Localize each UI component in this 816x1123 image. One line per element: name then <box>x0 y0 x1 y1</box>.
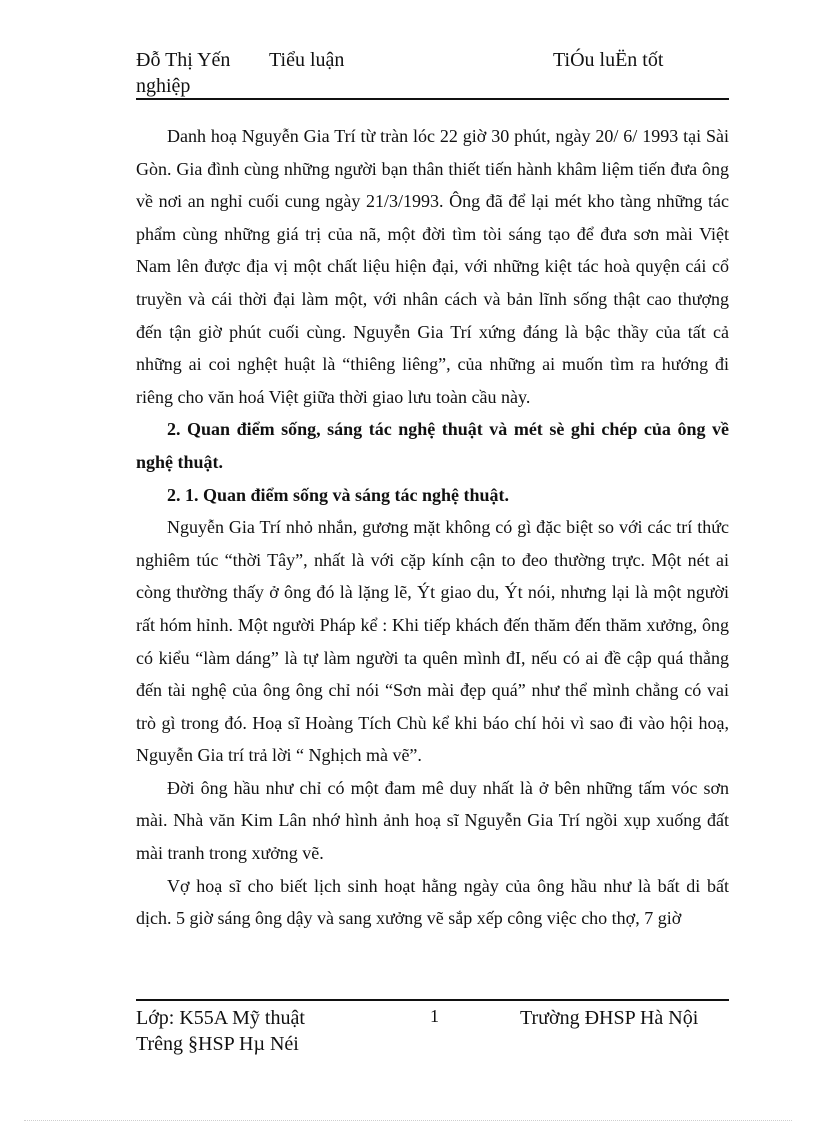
section-heading: 2. Quan điểm sống, sáng tác nghệ thuật và mét sè ghi chép của ông về nghệ thuật. <box>136 419 729 472</box>
footer-school: Trường ĐHSP Hà Nội <box>520 1007 699 1029</box>
footer-class-label: Lớp: K55A Mỹ thuật <box>136 1007 305 1029</box>
footer-divider <box>136 999 729 1001</box>
paragraph-death: Danh hoạ Nguyễn Gia Trí từ tràn lóc 22 giờ 30 phút, ngày 20/ 6/ 1993 tại Sài Gòn. Gia đình cùng những người bạn thân thiết tiến hành khâm liệm tiến đưa ông về nơi an nghỉ cuối cung ngày 21/3/1993. Ông đã để lại mét kho tàng những tác phẩm cùng những giá trị của nã, một đời tìm tòi sáng tạo để đưa sơn mài Việt Nam lên được địa vị một chất liệu hiện đại, với những kiệt tác hoà quyện cái cổ truyền và cái thời đại làm một, với nhân cách và bản lĩnh sống thật cao thượng đến tận giờ phút cuối cùng. Nguyễn Gia Trí xứng đáng là bậc thầy của tất cả những ai coi nghệt huật là “thiêng liêng”, của những ai muốn tìm ra hướng đi riêng cho văn hoá Việt giữa thời giao lưu toàn cầu này. <box>136 126 729 407</box>
header-right-title: TiÓu luËn tốt <box>553 49 664 71</box>
header-divider <box>136 98 729 100</box>
document-body <box>136 120 729 935</box>
page-header <box>136 48 729 98</box>
subsection-heading: 2. 1. Quan điểm sống và sáng tác nghệ thuật. <box>167 484 510 505</box>
paragraph-passion: Đời ông hầu như chỉ có một đam mê duy nhất là ở bên những tấm vóc sơn mài. Nhà văn Kim Lân nhớ hình ảnh hoạ sĩ Nguyễn Gia Trí ngồi xụp xuống đất mài tranh trong xưởng vẽ. <box>136 777 729 864</box>
header-title-continuation: nghiệp <box>136 75 191 97</box>
paragraph-personality: Nguyễn Gia Trí nhỏ nhắn, gương mặt không có gì đặc biệt so với các trí thức nghiêm túc “thời Tây”, nhất là với cặp kính cận to đeo thường trực. Một nét ai còng thường thấy ở ông đó là lặng lẽ, Ýt giao du, Ýt nói, nhưng lại là một người rất hóm hỉnh. Một người Pháp kể : Khi tiếp khách đến thăm đến thăm xưởng, ông có kiểu “làm dáng” là tự làm người ta quên mình đI, nếu có ai đề cập quá thẳng đến tài nghệ của ông ông chỉ nói “Sơn mài đẹp quá” như thể mình chẳng có vai trò gì trong đó. Hoạ sĩ Hoàng Tích Chù kể khi báo chí hỏi vì sao đi vào hội hoạ, Nguyễn Gia trí trả lời “ Nghịch mà vẽ”. <box>136 517 729 766</box>
paragraph-daily-routine: Vợ hoạ sĩ cho biết lịch sinh hoạt hằng ngày của ông hầu như là bất di bất dịch. 5 giờ sáng ông dậy và sang xưởng vẽ sắp xếp công việc cho thợ, 7 giờ <box>136 875 729 929</box>
footer-school-garbled: Trêng §HSP Hµ Néi <box>136 1033 299 1055</box>
page-number: 1 <box>430 1006 439 1026</box>
header-title: Tiểu luận <box>269 49 345 71</box>
page-edge <box>24 1120 792 1121</box>
page-footer <box>136 1004 729 1056</box>
header-author: Đỗ Thị Yến <box>136 49 231 71</box>
